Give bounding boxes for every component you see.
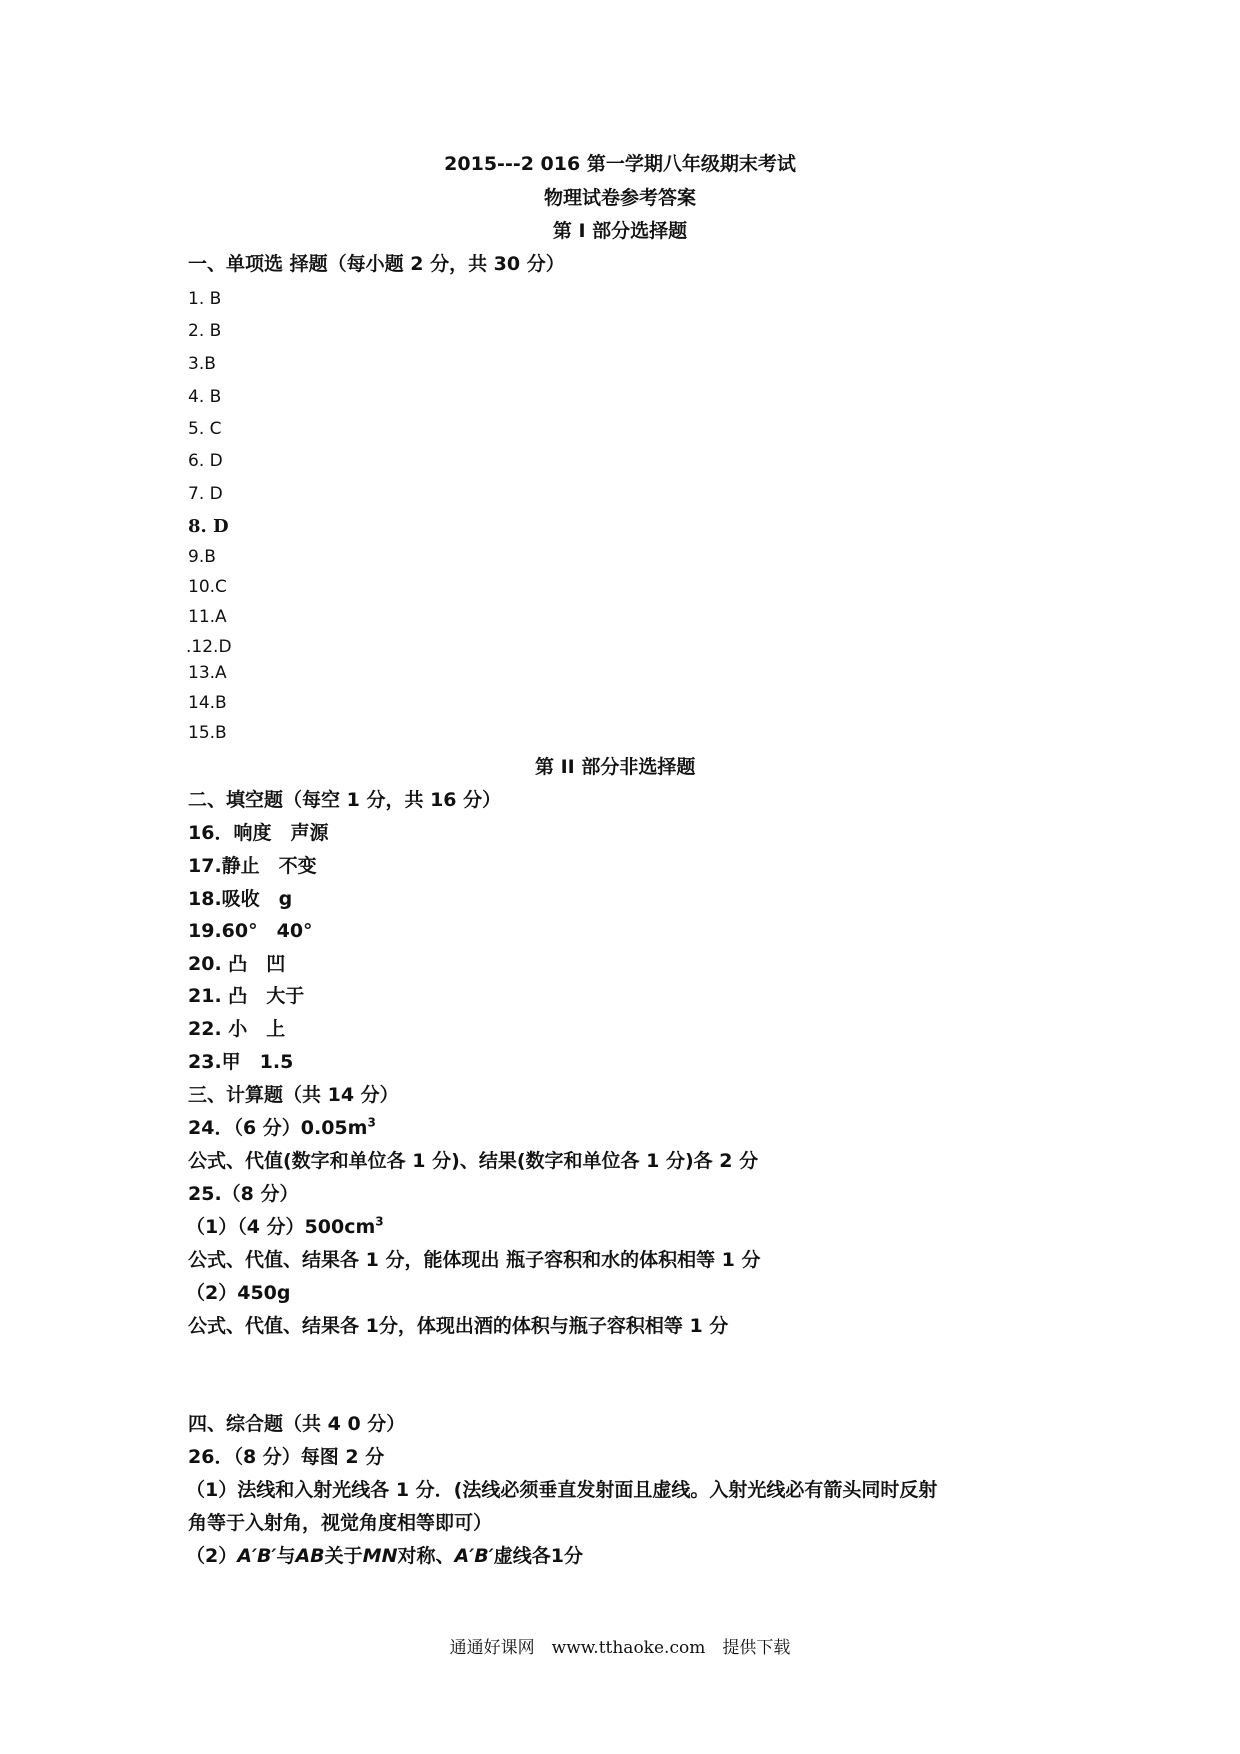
answer-item: 20. 凸 凹 bbox=[188, 953, 286, 975]
image-label-a-prime-b-prime: A′B′ bbox=[454, 1545, 494, 1567]
object-label-ab: AB bbox=[295, 1545, 325, 1567]
q26-heading: 26．（8 分）每图 2 分 bbox=[188, 1446, 385, 1468]
answer-item: 19.60° 40° bbox=[188, 920, 313, 942]
part2-title: 第 II 部分非选择题 bbox=[535, 756, 696, 778]
answer-item: 5. C bbox=[188, 419, 222, 439]
q24-exponent: 3 bbox=[367, 1115, 376, 1130]
q24-scoring-note: 公式、代值(数字和单位各 1 分)、结果(数字和单位各 1 分)各 2 分 bbox=[188, 1150, 759, 1172]
section3-heading: 三、计算题（共 14 分） bbox=[188, 1084, 399, 1106]
section4-heading: 四、综合题（共 4 0 分） bbox=[188, 1413, 406, 1435]
answer-item: 7. D bbox=[188, 484, 223, 504]
q26-part2-text: 与 bbox=[276, 1545, 296, 1567]
answer-item: 15.B bbox=[188, 723, 227, 743]
answer-item: 21. 凸 大于 bbox=[188, 985, 305, 1007]
section2-heading: 二、填空题（每空 1 分，共 16 分） bbox=[188, 789, 502, 811]
q26-part2-text: 虚线各1分 bbox=[493, 1545, 583, 1567]
exam-subtitle: 物理试卷参考答案 bbox=[543, 187, 696, 209]
answer-item: 17.静止 不变 bbox=[188, 855, 317, 877]
q25-part1-exponent: 3 bbox=[375, 1214, 384, 1229]
answer-item: 14.B bbox=[188, 693, 227, 713]
q26-part1-line2: 角等于入射角，视觉角度相等即可） bbox=[188, 1512, 493, 1534]
q25-part2-answer: （2）450g bbox=[186, 1282, 291, 1304]
q25-part1-scoring-note: 公式、代值、结果各 1 分，能体现出 瓶子容积和水的体积相等 1 分 bbox=[188, 1249, 761, 1271]
answer-item: 22. 小 上 bbox=[188, 1018, 286, 1040]
q25-part1-text: （1）（4 分）500cm bbox=[186, 1216, 376, 1238]
q24-text: 24．（6 分）0.05m bbox=[188, 1117, 368, 1139]
answer-item: 1. B bbox=[188, 289, 222, 309]
mirror-label-mn: MN bbox=[362, 1545, 398, 1567]
answer-item: 16．响度 声源 bbox=[188, 822, 329, 844]
image-label-a-prime-b-prime: A′B′ bbox=[237, 1545, 277, 1567]
answer-item: 3.B bbox=[188, 354, 216, 374]
part1-title: 第 I 部分选择题 bbox=[552, 220, 688, 242]
answer-item: 11.A bbox=[188, 607, 227, 627]
answer-item: 13.A bbox=[188, 663, 227, 683]
q26-part2-prefix: （2） bbox=[186, 1545, 238, 1567]
q25-part1-answer bbox=[186, 1215, 384, 1239]
answer-item: .12.D bbox=[186, 637, 232, 657]
q26-part1-line1: （1）法线和入射光线各 1 分．(法线必须垂直发射面且虚线。入射光线必有箭头同时反射 bbox=[186, 1479, 938, 1501]
q25-part2-scoring-note: 公式、代值、结果各 1分，体现出酒的体积与瓶子容积相等 1 分 bbox=[188, 1315, 729, 1337]
q26-part2-text: 关于 bbox=[324, 1545, 363, 1567]
q25-heading: 25.（8 分） bbox=[188, 1183, 299, 1205]
q26-part2-text: 对称、 bbox=[397, 1545, 455, 1567]
q26-part2 bbox=[186, 1544, 583, 1568]
q24-answer bbox=[188, 1116, 376, 1140]
answer-item: 9.B bbox=[188, 547, 216, 567]
exam-title: 2015---2 016 第一学期八年级期末考试 bbox=[444, 153, 796, 175]
answer-item: 6. D bbox=[188, 451, 223, 471]
answer-item: 18.吸收 g bbox=[188, 888, 293, 910]
page-footer: 通通好课网 www.tthaoke.com 提供下载 bbox=[449, 1638, 791, 1658]
answer-item: 2. B bbox=[188, 321, 222, 341]
answer-item: 23.甲 1.5 bbox=[188, 1051, 294, 1073]
answer-item: 4. B bbox=[188, 387, 222, 407]
answer-item: 10.C bbox=[188, 577, 227, 597]
section1-heading: 一、单项选 择题（每小题 2 分，共 30 分） bbox=[188, 253, 565, 275]
answer-item: 8. D bbox=[188, 516, 229, 537]
